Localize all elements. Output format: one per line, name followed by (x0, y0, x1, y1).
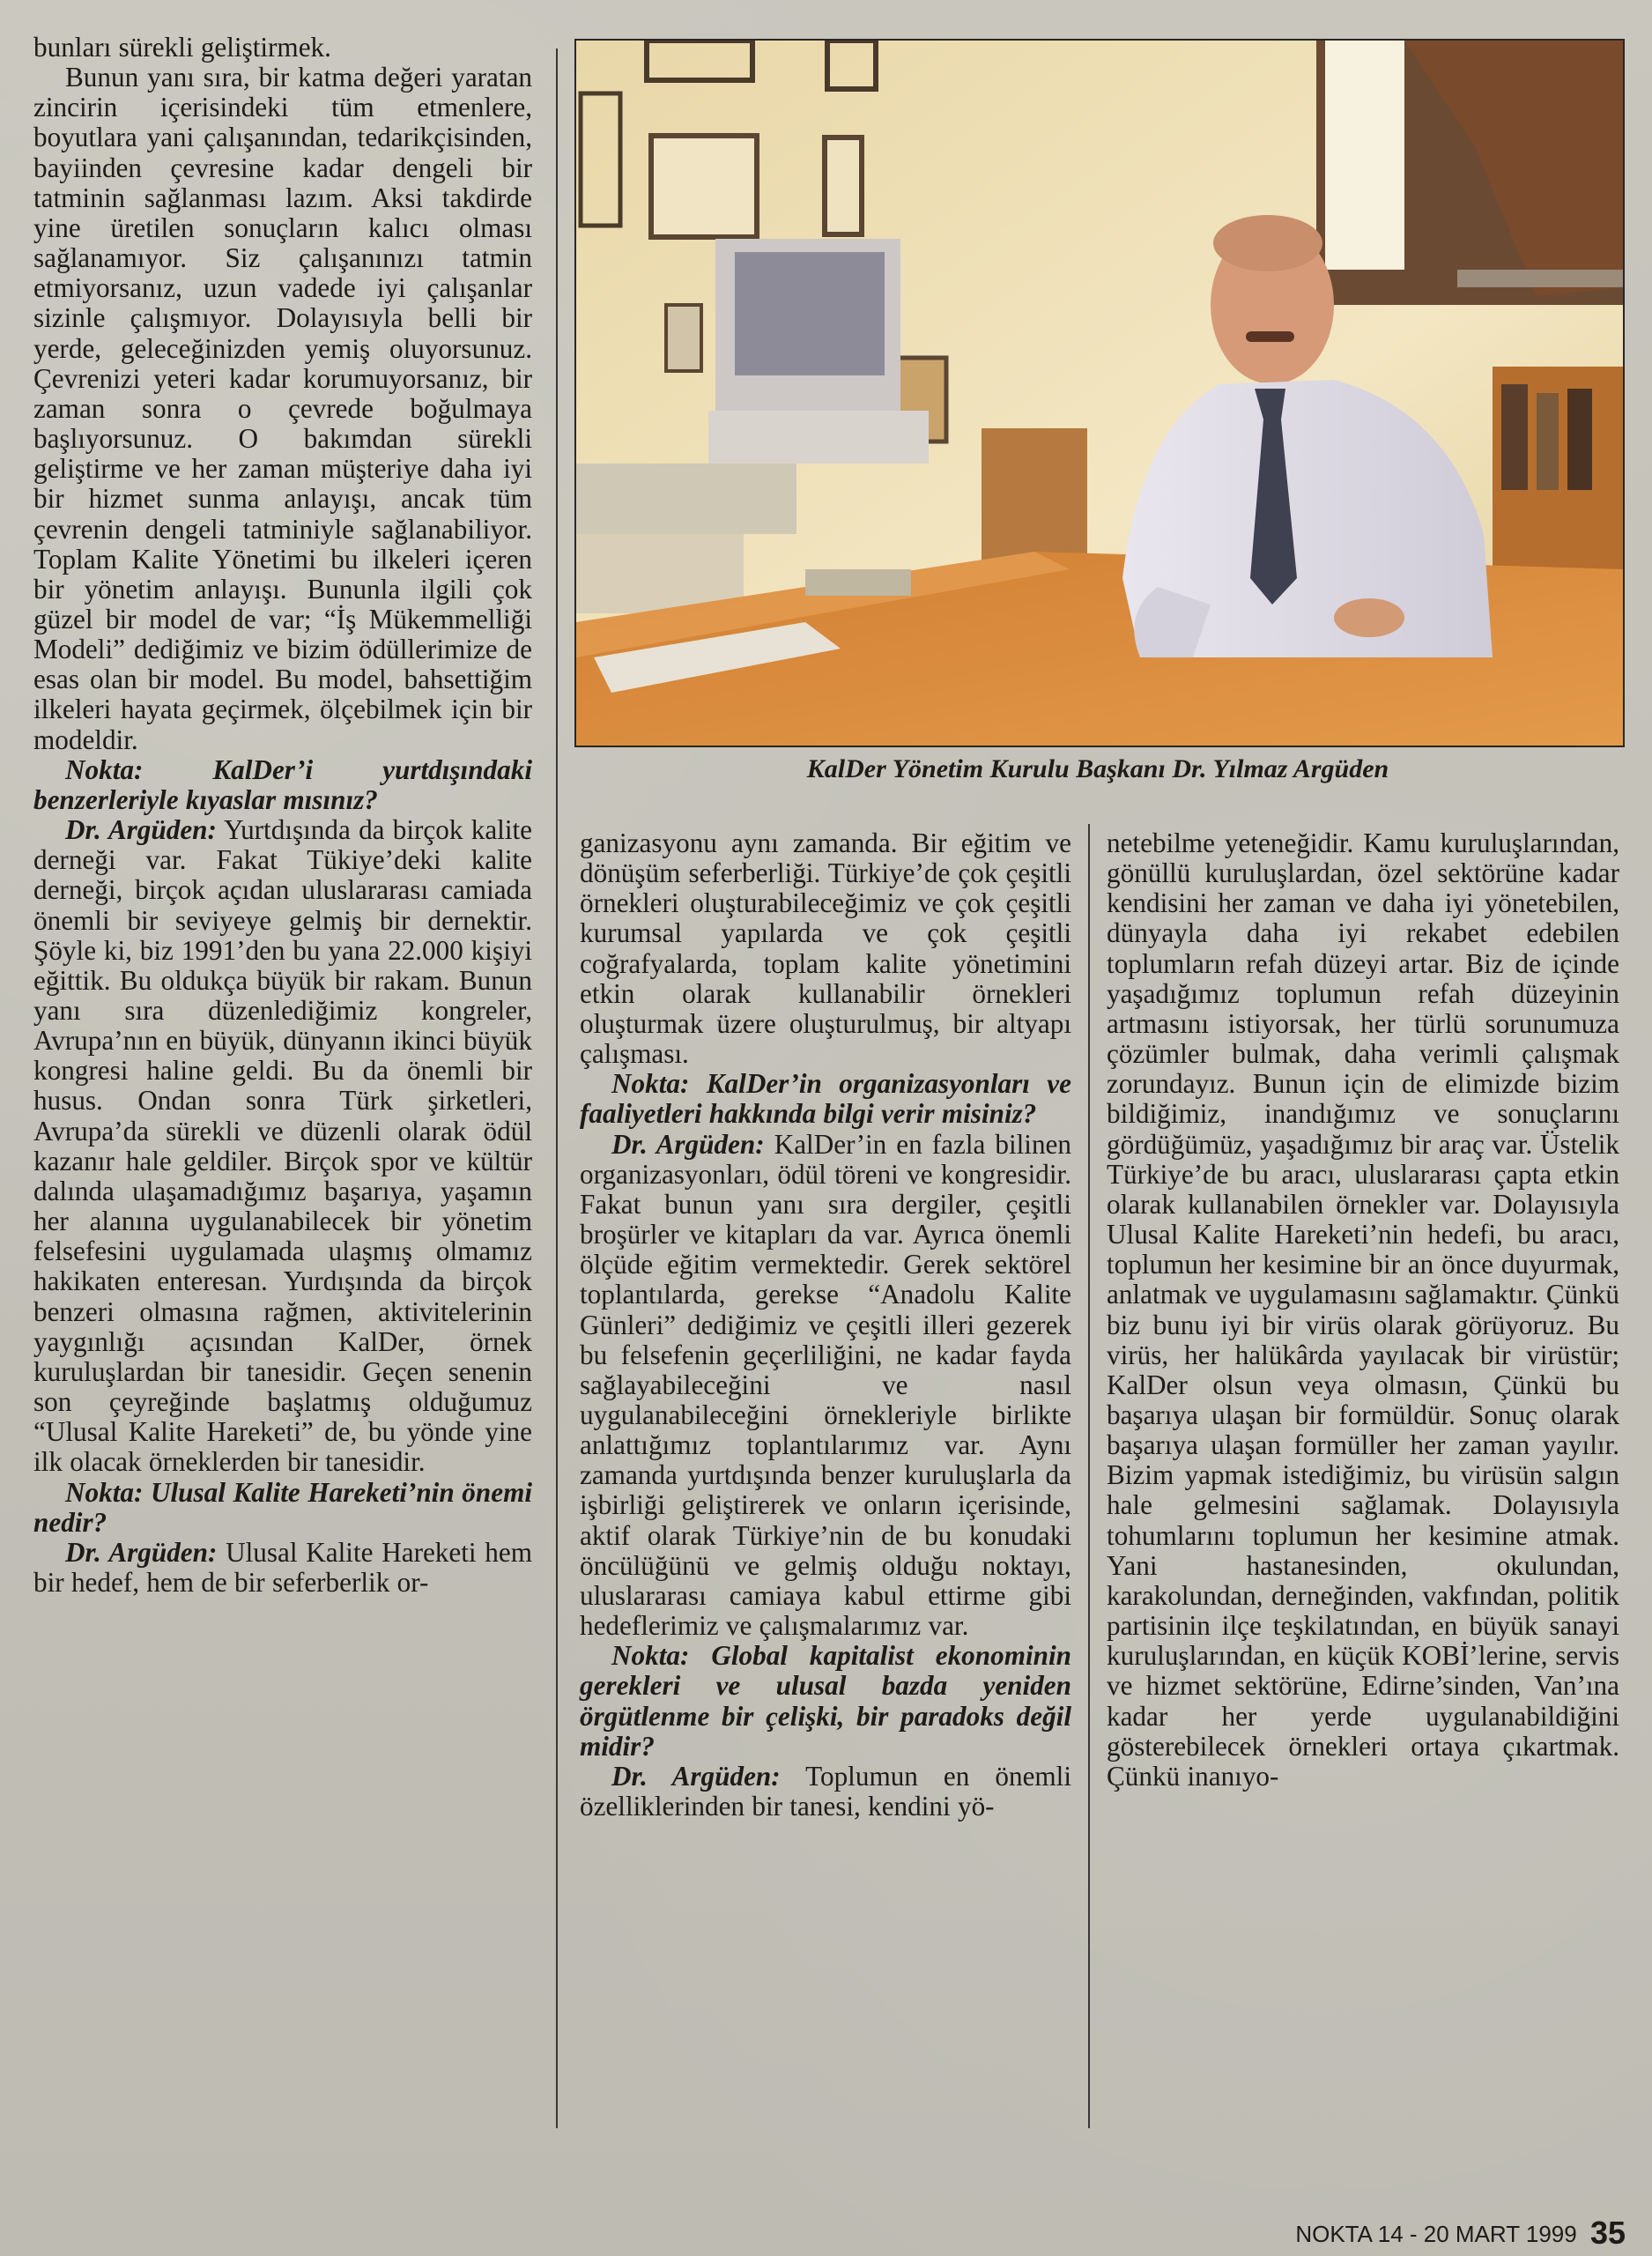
interview-answer (580, 1762, 1071, 1822)
paragraph: Bunun yanı sıra, bir katma değeri yaratan zincirin içerisindeki tüm etmenlere, boyutlara yani çalışanından, tedarikçisinden, bayiinden çevresine kadar dengeli bir tatminin sağlanması lazım. Aksi takdirde yine üretilen sonuçların kalıcı olması sağlanamıyor. Siz çalışanınızı tatmin etmiyorsanız, uzun vadede iyi çalışanlar sizinle çalışmıyor. Dolayısıyla belli bir yerde, geleceğinizden yemiş oluyorsunuz. Çevrenizi yeteri kadar korumuyorsanız, bir zaman sonra o çevrede boğulmaya başlıyorsunuz. O bakımdan sürekli geliştirme ve her zaman müşteriye daha iyi bir hizmet sunma anlayışı, ancak tüm çevrenin dengeli tatminiyle sağlanabiliyor. Toplam Kalite Yönetimi bu ilkeleri içeren bir yönetim anlayışı. Bununla ilgili çok güzel bir model de var; “İş Mükemmelliği Modeli” dediğimiz ve bizim ödüllerimize de esas olan bir model. Bu model, bahsettiğim ilkeleri hayata geçirmek, ölçebilmek için bir modeldir. (33, 62, 532, 755)
issue-label: NOKTA 14 - 20 MART 1999 (1295, 2221, 1577, 2247)
speaker-label: Dr. Argüden: (611, 1760, 781, 1792)
text-column-2 (580, 828, 1071, 1822)
speaker-label: Dr. Argüden: (611, 1128, 765, 1160)
office-photo-icon (576, 41, 1623, 746)
speaker-label: Dr. Argüden: (65, 1536, 218, 1568)
paragraph-continued: bunları sürekli geliştirmek. (33, 32, 331, 63)
photo-caption: KalDer Yönetim Kurulu Başkanı Dr. Yılmaz Argüden (806, 754, 1389, 783)
interview-answer (33, 815, 532, 1477)
page-footer (1295, 2215, 1626, 2252)
interview-answer (580, 1130, 1071, 1642)
text-column-1 (33, 33, 532, 1598)
page-number: 35 (1589, 2215, 1626, 2251)
answer-text: Ulusal Kalite Hareketi hem bir hedef, hem de bir seferberlik or- (33, 1536, 533, 1598)
answer-text: Toplumun en önemli özelliklerinden bir tanesi, kendini yö- (580, 1760, 1071, 1822)
paragraph-continued: netebilme yeteneğidir. Kamu kuruluşlarından, gönüllü kuruluşlardan, özel sektörüne kadar kendisini her zaman ve daha iyi yönetebilen, dünyayla daha iyi rekabet edebilen toplumların refah düzeyi artar. Biz de içinde yaşadığımız toplumun refah düzeyinin artmasını istiyorsak, her türlü sorunumuza çözümler bulmak, daha verimli çalışmak zorundayız. Bunun için de elimizde bizim bildiğimiz, inandığımız ve sonuçlarını gördüğümüz, yaşadığımız bir araç var. Üstelik Türkiye’de bu aracı, uluslararası çapta etkin olarak kullanabilen örnekler var. Dolayısıyla Ulusal Kalite Hareketi’nin hedefi, bu aracı, toplumun her kesimine bir an önce duyurmak, anlatmak ve uygulamasını sağlamaktır. Çünkü biz bunu iyi bir virüs olarak görüyoruz. Bu virüs, her halükârda yayılacak bir virüstür; KalDer olsun veya olmasın, Çünkü bu başarıya ulaşan bir formüldür. Sonuç olarak başarıya ulaşan formüller her zaman yayılır. Bizim yapmak istediğimiz, bu virüsün salgın hale gelmesini sağlamak. Dolayısıyla tohumlarını toplumun her kesimine atmak. Yani hastanesinden, okulundan, karakolundan, derneğinden, vakfından, politik partisinin ilçe teşkilatından, en büyük sanayi kuruluşlarından, en küçük KOBİ’lerine, servis ve hizmet sektörüne, Edirne’sinden, Van’ına kadar her yerde uygulanabildiğini gösterebilecek örnekleri ortaya çıkartmak. Çünkü inanıyo- (1107, 827, 1619, 1792)
column-rule-left (556, 48, 558, 2128)
interview-question: Nokta: Global kapitalist ekonominin gerekleri ve ulusal bazda yeniden örgütlenme bir çelişki, bir paradoks değil midir? (580, 1640, 1071, 1762)
answer-text: KalDer’in en fazla bilinen organizasyonları, ödül töreni ve kongresidir. Fakat bunun yanı sıra dergiler, çeşitli broşürler ve kitapları da var. Ayrıca önemli ölçüde eğitim vermektedir. Gerek sektörel toplantılarda, gerekse “Anadolu Kalite Günleri” dediğimiz ve çeşitli illeri gezerek bu felsefenin geçerliliğini, ne kadar fayda sağlayabileceğini ve nasıl uygulanabileceğini örnekleriyle birlikte anlattığımız toplantılarımız var. Aynı zamanda yurtdışında benzer kuruluşlarla da işbirliği geliştirerek ve onların içerisinde, aktif olarak Türkiye’nin de bu konudaki öncülüğünü ve gelmiş olduğu noktayı, uluslararası camiaya kabul ettirme gibi hedeflerimiz ve çalışmalarımız var. (580, 1128, 1071, 1642)
interview-answer (33, 1538, 532, 1598)
office-photo (574, 39, 1625, 747)
interview-question: Nokta: KalDer’in organizasyonları ve faaliyetleri hakkında bilgi verir misiniz? (580, 1068, 1071, 1130)
answer-text: Yurtdışında da birçok kalite derneği var. Fakat Tükiye’deki kalite derneği, birçok açıdan uluslararası camiada önemli bir seviyeye gelmiş bir dernektir. Şöyle ki, biz 1991’den bu yana 22.000 kişiyi eğittik. Bu oldukça büyük bir rakam. Bunun yanı sıra düzenlediğimiz kongreler, Avrupa’nın en büyük, dünyanın ikinci büyük kongresi haline geldi. Bu da önemli bir husus. Ondan sonra Türk şirketleri, Avrupa’da sürekli ve düzenli olarak ödül kazanır hale geldiler. Birçok spor ve kültür dalında ulaşamadığımız başarıya, yaşamın her alanına uygulanabilecek bir yönetim felsefesini uygulamada ulaşmış olmamız hakikaten enteresan. Yurdışında da birçok benzeri olmasına rağmen, aktivitelerinin yaygınlığı açısından KalDer, örnek kuruluşlardan bir tanesidir. Geçen senenin son çeyreğinde başlatmış olduğumuz “Ulusal Kalite Hareketi” de, bu yönde yine ilk olacak örneklerden bir tanesidir. (33, 814, 533, 1478)
paragraph-continued: ganizasyonu aynı zamanda. Bir eğitim ve dönüşüm seferberliği. Türkiye’de çok çeşitli örnekleri oluşturabileceğimiz ve çok çeşitli kurumsal yapılarda ve çok çeşitli coğrafyalarda, toplam kalite yönetimini etkin olarak kullanabilir örnekleri oluşturmak üzere oluşturulmuş, bir altyapı çalışması. (580, 827, 1071, 1070)
interview-question: Nokta: Ulusal Kalite Hareketi’nin önemi nedir? (33, 1476, 532, 1538)
interview-question: Nokta: KalDer’i yurtdışındaki benzerleriyle kıyaslar mısınız? (33, 753, 532, 815)
text-column-3 (1107, 828, 1619, 1792)
column-rule-right (1088, 824, 1090, 2128)
speaker-label: Dr. Argüden: (65, 814, 217, 846)
